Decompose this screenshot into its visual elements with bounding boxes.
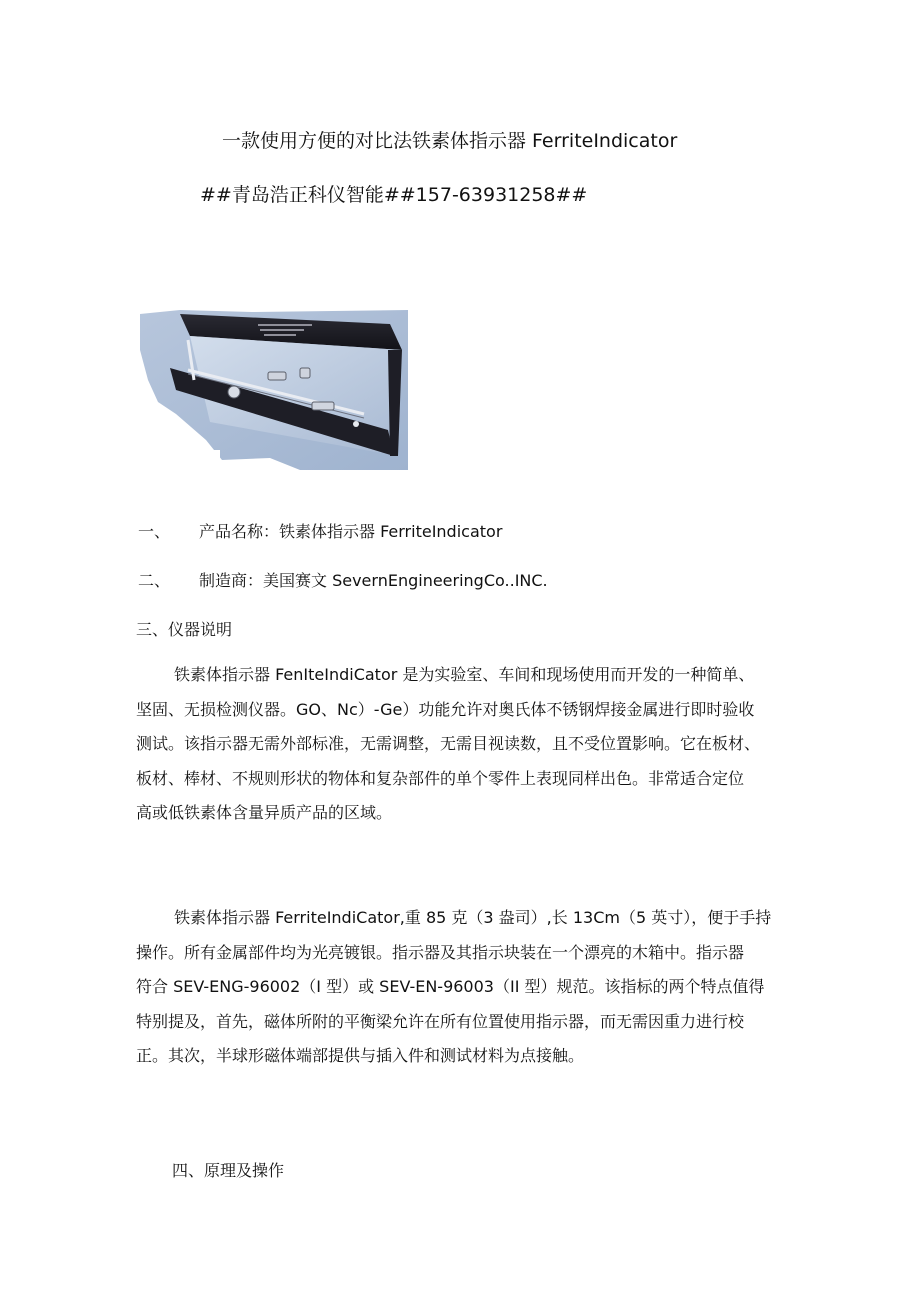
ferrite-indicator-photo [140,310,408,470]
paragraph-line: 铁素体指示器 FenIteIndiCator 是为实验室、车间和现场使用而开发的一种简单、 [174,665,755,684]
list-item-1-number: 一、 [138,522,171,541]
list-item-2-text: 制造商：美国赛文 SevernEngineeringCo..INC. [199,571,548,590]
paragraph-line: 测试。该指示器无需外部标准，无需调整，无需目视读数，且不受位置影响。它在板材、 [136,734,761,753]
paragraph-line: 特别提及，首先，磁体所附的平衡梁允许在所有位置使用指示器，而无需因重力进行校 [136,1011,745,1031]
paragraph-line: 高或低铁素体含量异质产品的区域。 [136,803,393,822]
paragraph-line: 铁素体指示器 FerriteIndiCator,重 85 克（3 盎司）,长 13Cm（5 英寸），便于手持 [174,908,772,927]
document-subtitle: ##青岛浩正科仪智能##157-63931258## [200,184,588,206]
paragraph-line: 坚固、无损检测仪器。GO、Nc）-Ge）功能允许对奥氏体不锈钢焊接金属进行即时验收 [136,699,755,719]
paragraph-line: 符合 SEV-ENG-96002（I 型）或 SEV-EN-96003（II 型）规范。该指标的两个特点值得 [136,977,765,996]
paragraph-line: 板材、棒材、不规则形状的物体和复杂部件的单个零件上表现同样出色。非常适合定位 [136,768,745,788]
paragraph-instrument-specs [136,901,786,1074]
document-title: 一款使用方便的对比法铁素体指示器 FerriteIndicator [222,130,678,152]
section-4-heading: 四、原理及操作 [172,1161,285,1180]
section-3-heading: 三、仪器说明 [136,620,233,639]
list-item-2-number: 二、 [138,571,171,590]
list-item-1-text: 产品名称：铁素体指示器 FerriteIndicator [199,522,503,541]
paragraph-instrument-description [136,658,786,831]
paragraph-line: 操作。所有金属部件均为光亮镀银。指示器及其指示块装在一个漂亮的木箱中。指示器 [136,942,745,962]
paragraph-line: 正。其次，半球形磁体端部提供与插入件和测试材料为点接触。 [136,1046,585,1065]
